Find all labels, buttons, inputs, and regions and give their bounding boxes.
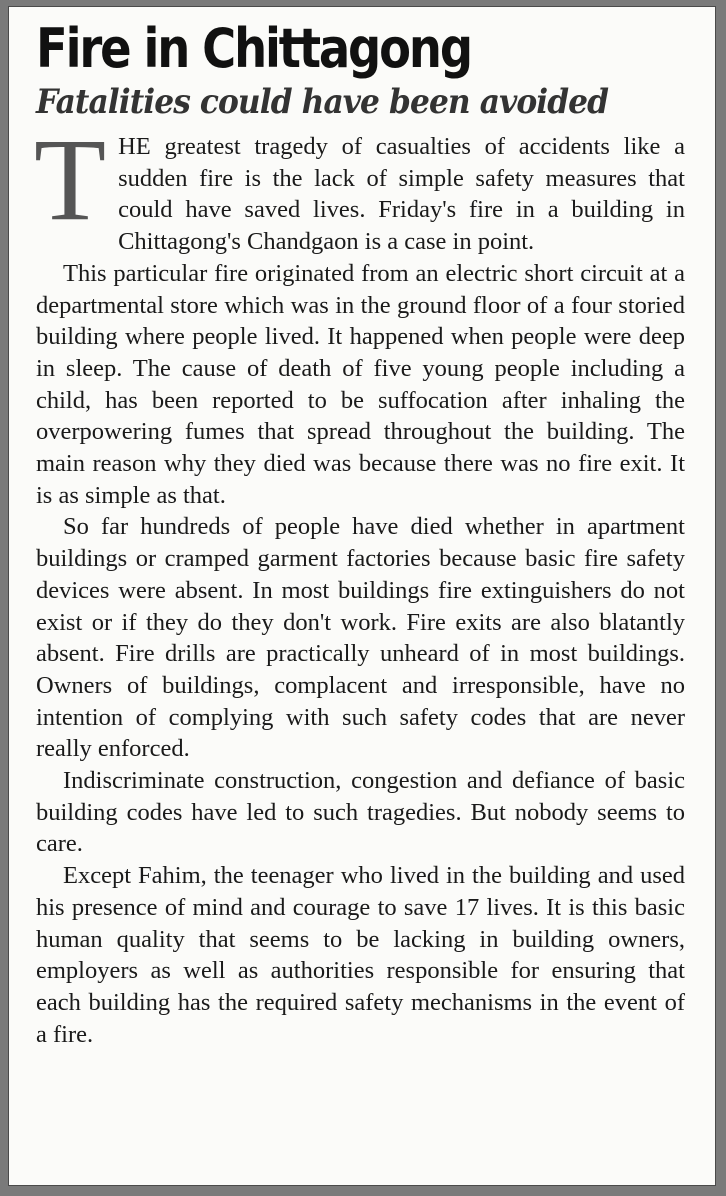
paragraph-5: Except Fahim, the teenager who lived in the building and used his presence of mind and courage to save 17 lives. It is this basic human quality that seems to be lacking in building owners, employers as well as authorities responsible for ensuring that each building has the required safety mechanisms in the event of a fire. [36,862,685,1048]
headline: Fire in Chittagong [36,17,471,80]
subheadline: Fatalities could have been avoided [36,82,609,122]
newspaper-clipping [8,6,716,1186]
paragraph-1-text: HE greatest tragedy of casualties of accidents like a sudden fire is the lack of simple safety measures that could have saved lives. Friday's fire in a building in Chittagong's Chandgaon is a case in point. [118,133,685,256]
paragraph-2: This particular fire originated from an electric short circuit at a departmental store which was in the ground floor of a four storied building where people lived. It happened when people were deep in sleep. The cause of death of five young people including a child, has been reported to be suffocation after inhaling the overpowering fumes that spread throughout the building. The main reason why they died was because there was no fire exit. It is as simple as that. [36,259,685,509]
paragraph-1 [34,114,685,258]
paragraph-3: So far hundreds of people have died whether in apartment buildings or cramped garment factories because basic fire safety devices were absent. In most buildings fire extinguishers do not exist or if they do they don't work. Fire exits are also blatantly absent. Fire drills are practically unheard of in most buildings. Owners of buildings, complacent and irresponsible, have no intention of complying with such safety codes that are never really enforced. [36,513,685,763]
paragraph-4: Indiscriminate construction, congestion and defiance of basic building codes have led to such tragedies. But nobody seems to care. [36,767,685,858]
drop-cap: T [34,114,107,245]
article-body [34,114,685,1050]
